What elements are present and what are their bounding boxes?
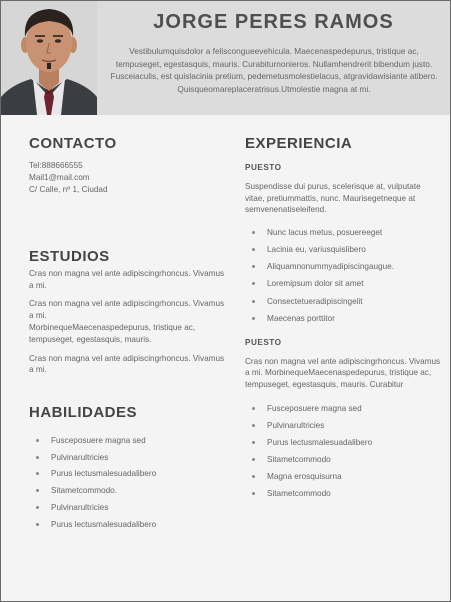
- job-title: PUESTO: [245, 337, 282, 347]
- right-column: [245, 135, 441, 506]
- contact-phone: Tel:888666555: [29, 161, 83, 170]
- job-task-item: Aliquamnonummyadipiscingaugue.: [245, 261, 441, 272]
- job-task-item: Maecenas porttitor: [245, 313, 441, 324]
- contact-address: C/ Calle, nº 1, Ciudad: [29, 185, 108, 194]
- contact-email: Mail1@mail.com: [29, 173, 90, 182]
- skills-heading: HABILIDADES: [29, 403, 138, 421]
- job-task-item: Pulvinarultricies: [245, 420, 441, 431]
- job-entry: [245, 338, 441, 500]
- skills-list: [29, 435, 229, 530]
- job-task-item: Consectetueradipiscingelit: [245, 296, 441, 307]
- studies-entry: Cras non magna vel ante adipiscingrhoncus. Vivamus a mi.: [29, 299, 225, 320]
- skill-item: Pulvinarultricies: [29, 502, 229, 513]
- job-description: Suspendisse dui purus, scelerisque at, vulputate vitae, pretiummattis, nunc. Maurisegetneque at semvenenatiseleifend.: [245, 182, 421, 215]
- portrait-illustration: [1, 1, 97, 115]
- studies-section: [29, 248, 229, 376]
- person-name: JORGE PERES RAMOS: [153, 11, 394, 33]
- experience-heading: EXPERIENCIA: [245, 135, 353, 152]
- skill-item: Purus lectusmalesuadalibero: [29, 468, 229, 479]
- profile-summary: Vestibulumquisdolor a feliscongueevehicula. Maecenaspedepurus, tristique ac, tempuseget, egestasquis, mauris. Curabiturnonieros. Nullamhendrerit bibendum justo. Fusceiaculis, est quislacinia pretium, pedemetusmolestielacus, atgravidawisiante atibero. Quisqueomareplaceratrisus.Utmolestie magna at mi.: [110, 46, 438, 94]
- job-task-item: Sitametcommodo: [245, 488, 441, 499]
- skill-item: Sitametcommodo.: [29, 485, 229, 496]
- job-task-item: Lacinia eu, variusquislibero: [245, 244, 441, 255]
- job-task-item: Nunc lacus metus, posuereeget: [245, 227, 441, 238]
- studies-entry: Cras non magna vel ante adipiscingrhoncus. Vivamus a mi.: [29, 353, 225, 375]
- job-description: Cras non magna vel ante adipiscingrhoncus. Vivamus a mi. MorbinequeMaecenaspedepurus, tristique ac, tempuseget, egestasquis, mauris. Curabitur: [245, 356, 441, 389]
- job-tasks-list: [245, 403, 441, 500]
- job-task-item: Magna erosquisurna: [245, 471, 441, 482]
- job-entry: [245, 163, 441, 324]
- skills-section: [29, 404, 229, 530]
- skill-item: Pulvinarultricies: [29, 452, 229, 463]
- resume-header: [1, 1, 450, 115]
- job-task-item: Sitametcommodo: [245, 454, 441, 465]
- studies-entry: Cras non magna vel ante adipiscingrhoncus. Vivamus a mi.: [29, 269, 225, 290]
- job-tasks-list: [245, 227, 441, 324]
- job-task-item: Purus lectusmalesuadalibero: [245, 437, 441, 448]
- skill-item: Fusceposuere magna sed: [29, 435, 229, 446]
- job-task-item: Loremipsum dolor sit amet: [245, 278, 441, 289]
- profile-photo: [1, 1, 97, 115]
- job-title: PUESTO: [245, 163, 282, 172]
- left-column: [29, 135, 229, 536]
- studies-entry: MorbinequeMaecenaspedepurus, tristique ac, tempuseget, egestasquis, mauris.: [29, 323, 196, 344]
- studies-heading: ESTUDIOS: [29, 248, 110, 265]
- job-task-item: Fusceposuere magna sed: [245, 403, 441, 414]
- skill-item: Purus lectusmalesuadalibero: [29, 519, 229, 530]
- contact-section: [29, 135, 229, 196]
- contact-heading: CONTACTO: [29, 135, 117, 152]
